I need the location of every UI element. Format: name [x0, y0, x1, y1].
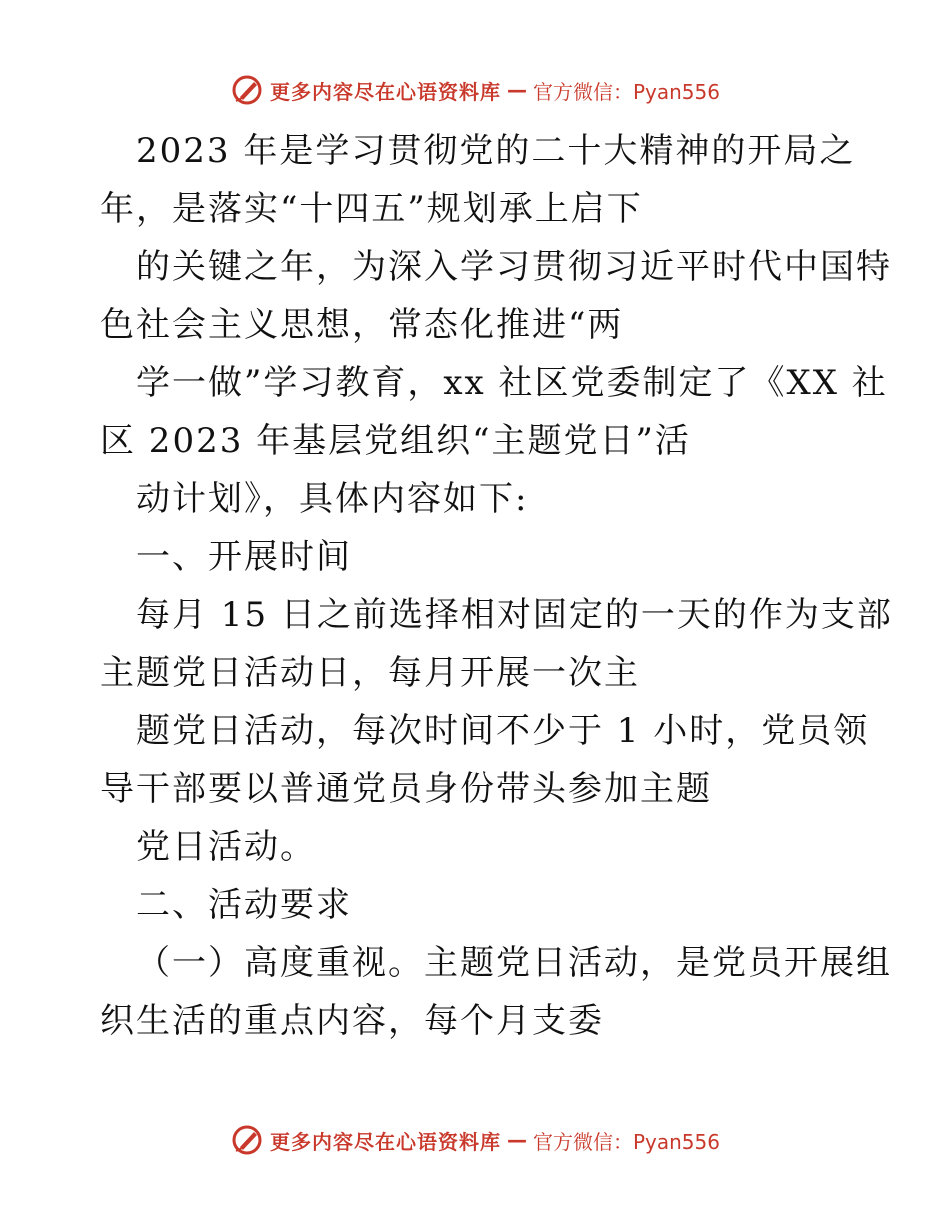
text-line: 色社会主义思想，常态化推进“两 [100, 305, 624, 345]
watermark-dash: — [506, 1128, 527, 1152]
section-heading: 一、开展时间 [136, 537, 352, 577]
text-line: 区 2023 年基层党组织“主题党日”活 [100, 421, 691, 461]
text-line: 每月 15 日之前选择相对固定的一天的作为支部 [136, 595, 893, 635]
text-line: 导干部要以普通党员身份带头参加主题 [100, 769, 712, 809]
watermark-brand-text: 更多内容尽在心语资料库 [269, 1129, 501, 1154]
text-line: 织生活的重点内容，每个月支委 [100, 1001, 604, 1041]
watermark-dash: — [506, 78, 527, 102]
text-line: 年，是落实“十四五”规划承上启下 [100, 189, 643, 229]
footer-watermark [0, 1120, 950, 1160]
text-line: 的关键之年，为深入学习贯彻习近平时代中国特 [136, 247, 892, 287]
text-line: 2023 年是学习贯彻党的二十大精神的开局之 [136, 131, 856, 171]
brush-logo-icon [230, 73, 264, 107]
watermark-brand-text: 更多内容尽在心语资料库 [269, 79, 501, 104]
brush-logo-icon [230, 1123, 264, 1157]
text-line: 学一做”学习教育，xx 社区党委制定了《XX 社 [136, 363, 888, 403]
text-line: （一）高度重视。主题党日活动，是党员开展组 [136, 943, 892, 983]
watermark-wechat-text: 官方微信：Pyan556 [532, 79, 720, 104]
text-line: 主题党日活动日，每月开展一次主 [100, 653, 640, 693]
text-line: 党日活动。 [136, 827, 316, 867]
section-heading: 二、活动要求 [136, 885, 352, 925]
watermark-wechat-text: 官方微信：Pyan556 [532, 1129, 720, 1154]
header-watermark [0, 70, 950, 110]
text-line: 题党日活动，每次时间不少于 1 小时，党员领 [136, 711, 870, 751]
text-line: 动计划》，具体内容如下: [136, 479, 529, 519]
